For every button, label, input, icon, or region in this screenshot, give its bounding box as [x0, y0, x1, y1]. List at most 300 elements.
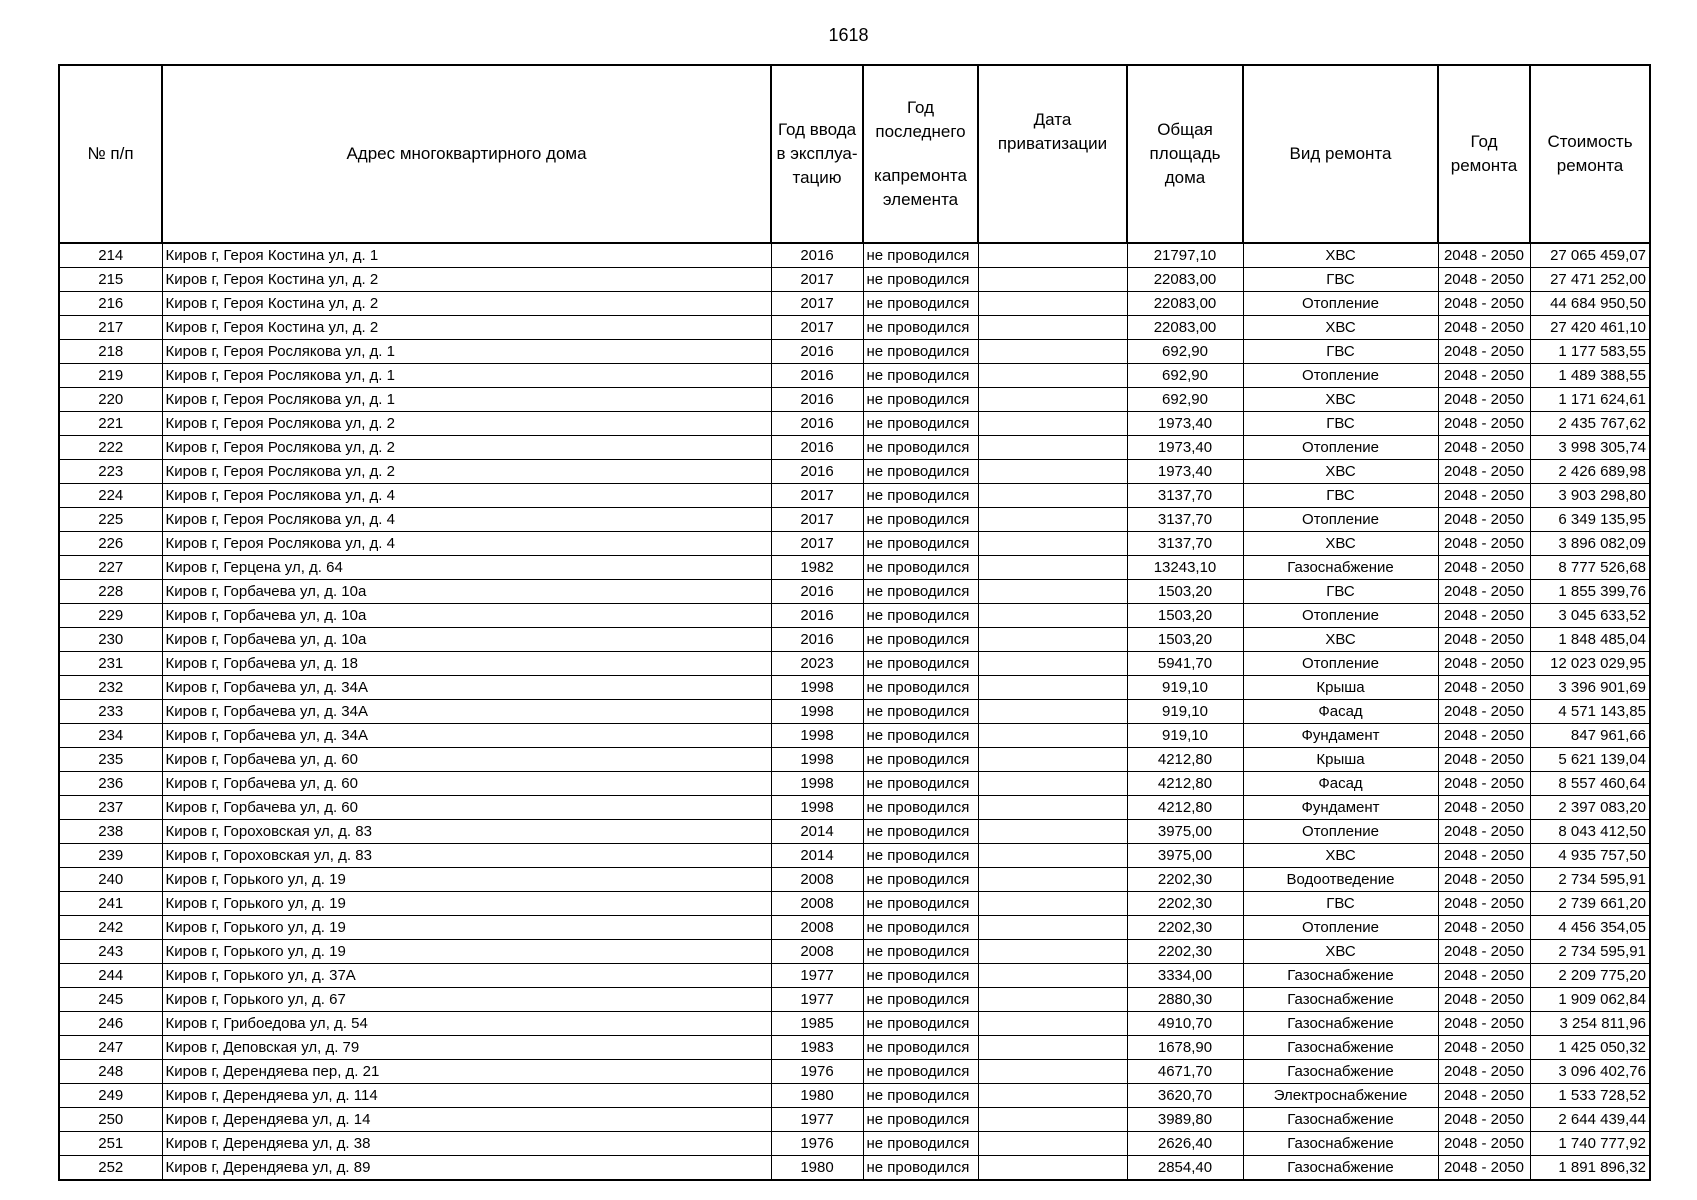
- cell-year-built: 2016: [771, 604, 863, 628]
- cell-repair-year: 2048 - 2050: [1438, 652, 1530, 676]
- cell-cost: 2 734 595,91: [1530, 940, 1650, 964]
- cell-year-built: 2016: [771, 628, 863, 652]
- cell-year-built: 2017: [771, 508, 863, 532]
- cell-last-repair: не проводился: [863, 772, 978, 796]
- cell-last-repair: не проводился: [863, 580, 978, 604]
- cell-address: Киров г, Героя Рослякова ул, д. 1: [162, 388, 771, 412]
- cell-area: 4212,80: [1127, 772, 1243, 796]
- cell-last-repair: не проводился: [863, 916, 978, 940]
- cell-num: 221: [59, 412, 162, 436]
- cell-repair-year: 2048 - 2050: [1438, 1084, 1530, 1108]
- cell-repair-year: 2048 - 2050: [1438, 1132, 1530, 1156]
- cell-repair-year: 2048 - 2050: [1438, 820, 1530, 844]
- cell-last-repair: не проводился: [863, 604, 978, 628]
- cell-area: 3137,70: [1127, 508, 1243, 532]
- cell-address: Киров г, Героя Костина ул, д. 1: [162, 243, 771, 268]
- cell-year-built: 2014: [771, 820, 863, 844]
- cell-privatization: [978, 340, 1127, 364]
- table-row: [59, 1132, 1650, 1156]
- cell-repair-type: Фасад: [1243, 700, 1438, 724]
- cell-num: 214: [59, 243, 162, 268]
- table-row: [59, 1156, 1650, 1181]
- cell-area: 5941,70: [1127, 652, 1243, 676]
- cell-area: 2202,30: [1127, 868, 1243, 892]
- cell-last-repair: не проводился: [863, 460, 978, 484]
- header-num: № п/п: [59, 65, 162, 243]
- cell-repair-type: Газоснабжение: [1243, 988, 1438, 1012]
- cell-year-built: 2016: [771, 364, 863, 388]
- cell-area: 2880,30: [1127, 988, 1243, 1012]
- cell-address: Киров г, Горбачева ул, д. 18: [162, 652, 771, 676]
- cell-last-repair: не проводился: [863, 724, 978, 748]
- cell-privatization: [978, 364, 1127, 388]
- cell-last-repair: не проводился: [863, 676, 978, 700]
- cell-year-built: 2016: [771, 580, 863, 604]
- cell-num: 225: [59, 508, 162, 532]
- cell-privatization: [978, 700, 1127, 724]
- cell-privatization: [978, 916, 1127, 940]
- cell-address: Киров г, Горького ул, д. 19: [162, 892, 771, 916]
- cell-area: 919,10: [1127, 724, 1243, 748]
- cell-repair-year: 2048 - 2050: [1438, 436, 1530, 460]
- cell-repair-type: Газоснабжение: [1243, 1060, 1438, 1084]
- cell-repair-year: 2048 - 2050: [1438, 796, 1530, 820]
- cell-area: 2854,40: [1127, 1156, 1243, 1181]
- cell-repair-type: Газоснабжение: [1243, 1012, 1438, 1036]
- cell-num: 219: [59, 364, 162, 388]
- cell-repair-year: 2048 - 2050: [1438, 1108, 1530, 1132]
- cell-privatization: [978, 1132, 1127, 1156]
- cell-repair-type: Газоснабжение: [1243, 964, 1438, 988]
- cell-year-built: 2016: [771, 460, 863, 484]
- cell-area: 3620,70: [1127, 1084, 1243, 1108]
- cell-address: Киров г, Горького ул, д. 19: [162, 868, 771, 892]
- cell-year-built: 1983: [771, 1036, 863, 1060]
- cell-year-built: 1977: [771, 988, 863, 1012]
- cell-area: 4212,80: [1127, 796, 1243, 820]
- cell-num: 233: [59, 700, 162, 724]
- cell-year-built: 2014: [771, 844, 863, 868]
- cell-repair-year: 2048 - 2050: [1438, 988, 1530, 1012]
- cell-area: 3975,00: [1127, 820, 1243, 844]
- cell-cost: 3 396 901,69: [1530, 676, 1650, 700]
- cell-num: 227: [59, 556, 162, 580]
- cell-cost: 2 734 595,91: [1530, 868, 1650, 892]
- cell-last-repair: не проводился: [863, 364, 978, 388]
- cell-repair-type: Фундамент: [1243, 724, 1438, 748]
- cell-repair-type: ХВС: [1243, 460, 1438, 484]
- table-row: [59, 892, 1650, 916]
- cell-repair-type: ХВС: [1243, 243, 1438, 268]
- cell-address: Киров г, Горбачева ул, д. 60: [162, 748, 771, 772]
- cell-repair-type: Отопление: [1243, 436, 1438, 460]
- cell-address: Киров г, Горбачева ул, д. 10а: [162, 580, 771, 604]
- cell-repair-type: Электроснабжение: [1243, 1084, 1438, 1108]
- table-row: [59, 652, 1650, 676]
- cell-cost: 3 045 633,52: [1530, 604, 1650, 628]
- cell-privatization: [978, 628, 1127, 652]
- cell-year-built: 2016: [771, 340, 863, 364]
- cell-cost: 3 998 305,74: [1530, 436, 1650, 460]
- cell-num: 222: [59, 436, 162, 460]
- cell-repair-type: ХВС: [1243, 316, 1438, 340]
- header-privatization: Дата приватизации: [978, 65, 1127, 243]
- cell-repair-type: ХВС: [1243, 940, 1438, 964]
- table-row: [59, 460, 1650, 484]
- cell-address: Киров г, Горбачева ул, д. 10а: [162, 628, 771, 652]
- cell-address: Киров г, Героя Рослякова ул, д. 1: [162, 364, 771, 388]
- table-row: [59, 988, 1650, 1012]
- cell-repair-type: ГВС: [1243, 412, 1438, 436]
- cell-year-built: 1985: [771, 1012, 863, 1036]
- cell-address: Киров г, Горького ул, д. 19: [162, 916, 771, 940]
- cell-year-built: 1998: [771, 796, 863, 820]
- cell-cost: 1 909 062,84: [1530, 988, 1650, 1012]
- cell-address: Киров г, Горького ул, д. 37А: [162, 964, 771, 988]
- cell-privatization: [978, 748, 1127, 772]
- cell-address: Киров г, Дерендяева ул, д. 114: [162, 1084, 771, 1108]
- cell-repair-year: 2048 - 2050: [1438, 292, 1530, 316]
- table-header-row: [59, 65, 1650, 243]
- cell-area: 1503,20: [1127, 604, 1243, 628]
- cell-num: 231: [59, 652, 162, 676]
- cell-cost: 8 043 412,50: [1530, 820, 1650, 844]
- cell-repair-year: 2048 - 2050: [1438, 892, 1530, 916]
- cell-last-repair: не проводился: [863, 892, 978, 916]
- cell-address: Киров г, Дерендяева ул, д. 38: [162, 1132, 771, 1156]
- cell-year-built: 1998: [771, 748, 863, 772]
- cell-repair-year: 2048 - 2050: [1438, 604, 1530, 628]
- cell-num: 237: [59, 796, 162, 820]
- cell-year-built: 2017: [771, 316, 863, 340]
- cell-repair-year: 2048 - 2050: [1438, 243, 1530, 268]
- table-row: [59, 292, 1650, 316]
- table-row: [59, 748, 1650, 772]
- table-row: [59, 412, 1650, 436]
- cell-cost: 8 557 460,64: [1530, 772, 1650, 796]
- table-row: [59, 724, 1650, 748]
- cell-privatization: [978, 316, 1127, 340]
- cell-privatization: [978, 580, 1127, 604]
- cell-num: 251: [59, 1132, 162, 1156]
- table-row: [59, 268, 1650, 292]
- cell-repair-type: Отопление: [1243, 820, 1438, 844]
- cell-privatization: [978, 676, 1127, 700]
- cell-repair-year: 2048 - 2050: [1438, 484, 1530, 508]
- table-row: [59, 772, 1650, 796]
- table-row: [59, 964, 1650, 988]
- cell-cost: 27 471 252,00: [1530, 268, 1650, 292]
- cell-area: 1973,40: [1127, 412, 1243, 436]
- cell-privatization: [978, 412, 1127, 436]
- cell-privatization: [978, 844, 1127, 868]
- cell-repair-type: Фасад: [1243, 772, 1438, 796]
- cell-repair-year: 2048 - 2050: [1438, 628, 1530, 652]
- cell-cost: 1 740 777,92: [1530, 1132, 1650, 1156]
- cell-num: 226: [59, 532, 162, 556]
- cell-year-built: 2016: [771, 388, 863, 412]
- cell-cost: 1 855 399,76: [1530, 580, 1650, 604]
- cell-area: 2202,30: [1127, 940, 1243, 964]
- header-repair-type: Вид ремонта: [1243, 65, 1438, 243]
- header-address: Адрес многоквартирного дома: [162, 65, 771, 243]
- cell-address: Киров г, Грибоедова ул, д. 54: [162, 1012, 771, 1036]
- cell-privatization: [978, 652, 1127, 676]
- cell-area: 4671,70: [1127, 1060, 1243, 1084]
- table-row: [59, 436, 1650, 460]
- cell-privatization: [978, 243, 1127, 268]
- cell-area: 1503,20: [1127, 628, 1243, 652]
- cell-repair-year: 2048 - 2050: [1438, 508, 1530, 532]
- table-row: [59, 820, 1650, 844]
- cell-year-built: 2016: [771, 412, 863, 436]
- cell-num: 243: [59, 940, 162, 964]
- cell-last-repair: не проводился: [863, 868, 978, 892]
- cell-num: 239: [59, 844, 162, 868]
- table-row: [59, 916, 1650, 940]
- table-row: [59, 1012, 1650, 1036]
- cell-area: 919,10: [1127, 700, 1243, 724]
- cell-repair-year: 2048 - 2050: [1438, 700, 1530, 724]
- cell-cost: 2 435 767,62: [1530, 412, 1650, 436]
- cell-repair-year: 2048 - 2050: [1438, 316, 1530, 340]
- cell-cost: 4 456 354,05: [1530, 916, 1650, 940]
- cell-privatization: [978, 724, 1127, 748]
- cell-last-repair: не проводился: [863, 964, 978, 988]
- cell-area: 3137,70: [1127, 484, 1243, 508]
- cell-address: Киров г, Дерендяева ул, д. 14: [162, 1108, 771, 1132]
- cell-repair-year: 2048 - 2050: [1438, 1012, 1530, 1036]
- cell-repair-type: Отопление: [1243, 916, 1438, 940]
- cell-privatization: [978, 292, 1127, 316]
- table-row: [59, 700, 1650, 724]
- table-row: [59, 1060, 1650, 1084]
- cell-repair-type: Крыша: [1243, 748, 1438, 772]
- cell-last-repair: не проводился: [863, 436, 978, 460]
- cell-year-built: 1998: [771, 676, 863, 700]
- cell-area: 692,90: [1127, 340, 1243, 364]
- table-row: [59, 1036, 1650, 1060]
- cell-privatization: [978, 796, 1127, 820]
- cell-year-built: 1998: [771, 772, 863, 796]
- cell-privatization: [978, 508, 1127, 532]
- cell-last-repair: не проводился: [863, 1060, 978, 1084]
- cell-repair-type: Отопление: [1243, 292, 1438, 316]
- cell-num: 252: [59, 1156, 162, 1181]
- cell-privatization: [978, 532, 1127, 556]
- cell-repair-year: 2048 - 2050: [1438, 1036, 1530, 1060]
- cell-privatization: [978, 772, 1127, 796]
- cell-repair-type: ГВС: [1243, 340, 1438, 364]
- cell-repair-year: 2048 - 2050: [1438, 940, 1530, 964]
- cell-area: 3975,00: [1127, 844, 1243, 868]
- cell-num: 223: [59, 460, 162, 484]
- cell-address: Киров г, Горбачева ул, д. 10а: [162, 604, 771, 628]
- cell-repair-year: 2048 - 2050: [1438, 724, 1530, 748]
- table-row: [59, 556, 1650, 580]
- cell-year-built: 2016: [771, 436, 863, 460]
- cell-repair-type: ГВС: [1243, 892, 1438, 916]
- header-last-repair: [863, 65, 978, 243]
- cell-cost: 3 903 298,80: [1530, 484, 1650, 508]
- cell-last-repair: не проводился: [863, 292, 978, 316]
- cell-cost: 1 177 583,55: [1530, 340, 1650, 364]
- cell-area: 692,90: [1127, 388, 1243, 412]
- cell-privatization: [978, 964, 1127, 988]
- table-row: [59, 868, 1650, 892]
- cell-address: Киров г, Героя Рослякова ул, д. 2: [162, 460, 771, 484]
- cell-cost: 6 349 135,95: [1530, 508, 1650, 532]
- cell-address: Киров г, Горбачева ул, д. 34А: [162, 700, 771, 724]
- table-row: [59, 676, 1650, 700]
- cell-cost: 3 096 402,76: [1530, 1060, 1650, 1084]
- cell-privatization: [978, 1012, 1127, 1036]
- cell-num: 236: [59, 772, 162, 796]
- cell-privatization: [978, 1156, 1127, 1181]
- cell-area: 1503,20: [1127, 580, 1243, 604]
- cell-last-repair: не проводился: [863, 268, 978, 292]
- cell-year-built: 2023: [771, 652, 863, 676]
- cell-year-built: 2017: [771, 484, 863, 508]
- cell-cost: 1 489 388,55: [1530, 364, 1650, 388]
- cell-area: 1678,90: [1127, 1036, 1243, 1060]
- cell-address: Киров г, Дерендяева ул, д. 89: [162, 1156, 771, 1181]
- cell-cost: 3 896 082,09: [1530, 532, 1650, 556]
- header-cost: Стоимость ремонта: [1530, 65, 1650, 243]
- cell-repair-type: Газоснабжение: [1243, 1156, 1438, 1181]
- cell-address: Киров г, Горбачева ул, д. 34А: [162, 724, 771, 748]
- cell-num: 216: [59, 292, 162, 316]
- table-row: [59, 243, 1650, 268]
- cell-repair-type: ГВС: [1243, 580, 1438, 604]
- cell-address: Киров г, Гороховская ул, д. 83: [162, 820, 771, 844]
- cell-privatization: [978, 436, 1127, 460]
- cell-num: 240: [59, 868, 162, 892]
- table-row: [59, 316, 1650, 340]
- cell-repair-year: 2048 - 2050: [1438, 964, 1530, 988]
- header-repair-year: Год ремонта: [1438, 65, 1530, 243]
- cell-last-repair: не проводился: [863, 844, 978, 868]
- cell-year-built: 1976: [771, 1132, 863, 1156]
- cell-repair-type: Газоснабжение: [1243, 1132, 1438, 1156]
- header-area: Общая площадь дома: [1127, 65, 1243, 243]
- cell-area: 1973,40: [1127, 460, 1243, 484]
- cell-repair-type: ХВС: [1243, 844, 1438, 868]
- cell-area: 692,90: [1127, 364, 1243, 388]
- cell-privatization: [978, 388, 1127, 412]
- cell-num: 250: [59, 1108, 162, 1132]
- cell-last-repair: не проводился: [863, 243, 978, 268]
- cell-privatization: [978, 1036, 1127, 1060]
- cell-last-repair: не проводился: [863, 388, 978, 412]
- cell-last-repair: не проводился: [863, 1084, 978, 1108]
- cell-cost: 4 935 757,50: [1530, 844, 1650, 868]
- cell-privatization: [978, 1108, 1127, 1132]
- cell-privatization: [978, 868, 1127, 892]
- cell-repair-year: 2048 - 2050: [1438, 268, 1530, 292]
- header-last-repair-line1: Год последнего: [875, 98, 966, 141]
- table-row: [59, 796, 1650, 820]
- cell-year-built: 1977: [771, 964, 863, 988]
- cell-privatization: [978, 892, 1127, 916]
- cell-cost: 44 684 950,50: [1530, 292, 1650, 316]
- cell-repair-year: 2048 - 2050: [1438, 388, 1530, 412]
- cell-repair-year: 2048 - 2050: [1438, 580, 1530, 604]
- cell-repair-year: 2048 - 2050: [1438, 1156, 1530, 1181]
- cell-privatization: [978, 940, 1127, 964]
- page-number: 1618: [828, 25, 869, 45]
- cell-privatization: [978, 268, 1127, 292]
- cell-area: 4910,70: [1127, 1012, 1243, 1036]
- cell-privatization: [978, 556, 1127, 580]
- cell-address: Киров г, Дерендяева пер, д. 21: [162, 1060, 771, 1084]
- cell-year-built: 1977: [771, 1108, 863, 1132]
- cell-num: 235: [59, 748, 162, 772]
- cell-repair-type: Отопление: [1243, 364, 1438, 388]
- cell-cost: 2 644 439,44: [1530, 1108, 1650, 1132]
- cell-repair-type: Водоотведение: [1243, 868, 1438, 892]
- cell-repair-type: ГВС: [1243, 484, 1438, 508]
- cell-area: 2202,30: [1127, 916, 1243, 940]
- cell-privatization: [978, 484, 1127, 508]
- cell-address: Киров г, Героя Рослякова ул, д. 2: [162, 412, 771, 436]
- cell-year-built: 2008: [771, 916, 863, 940]
- cell-repair-type: Отопление: [1243, 652, 1438, 676]
- cell-repair-type: Отопление: [1243, 604, 1438, 628]
- cell-last-repair: не проводился: [863, 484, 978, 508]
- cell-year-built: 1998: [771, 724, 863, 748]
- cell-num: 248: [59, 1060, 162, 1084]
- cell-repair-year: 2048 - 2050: [1438, 340, 1530, 364]
- cell-num: 217: [59, 316, 162, 340]
- cell-repair-year: 2048 - 2050: [1438, 772, 1530, 796]
- cell-year-built: 2008: [771, 940, 863, 964]
- cell-repair-year: 2048 - 2050: [1438, 748, 1530, 772]
- cell-address: Киров г, Горького ул, д. 19: [162, 940, 771, 964]
- cell-num: 247: [59, 1036, 162, 1060]
- cell-last-repair: не проводился: [863, 988, 978, 1012]
- cell-address: Киров г, Героя Костина ул, д. 2: [162, 292, 771, 316]
- cell-num: 245: [59, 988, 162, 1012]
- table-row: [59, 484, 1650, 508]
- cell-num: 238: [59, 820, 162, 844]
- cell-cost: 1 848 485,04: [1530, 628, 1650, 652]
- table-row: [59, 1084, 1650, 1108]
- cell-cost: 4 571 143,85: [1530, 700, 1650, 724]
- cell-num: 224: [59, 484, 162, 508]
- cell-cost: 27 065 459,07: [1530, 243, 1650, 268]
- cell-address: Киров г, Герцена ул, д. 64: [162, 556, 771, 580]
- cell-year-built: 2008: [771, 868, 863, 892]
- cell-last-repair: не проводился: [863, 316, 978, 340]
- header-last-repair-line2: капремонта элемента: [874, 166, 967, 209]
- cell-last-repair: не проводился: [863, 340, 978, 364]
- cell-year-built: 1980: [771, 1084, 863, 1108]
- cell-repair-type: Отопление: [1243, 508, 1438, 532]
- cell-cost: 8 777 526,68: [1530, 556, 1650, 580]
- cell-address: Киров г, Героя Костина ул, д. 2: [162, 316, 771, 340]
- cell-num: 232: [59, 676, 162, 700]
- cell-year-built: 2017: [771, 292, 863, 316]
- table-row: [59, 388, 1650, 412]
- cell-cost: 847 961,66: [1530, 724, 1650, 748]
- cell-repair-type: Фундамент: [1243, 796, 1438, 820]
- cell-num: 229: [59, 604, 162, 628]
- cell-last-repair: не проводился: [863, 1156, 978, 1181]
- cell-year-built: 1976: [771, 1060, 863, 1084]
- cell-address: Киров г, Героя Рослякова ул, д. 4: [162, 484, 771, 508]
- cell-repair-type: Газоснабжение: [1243, 1036, 1438, 1060]
